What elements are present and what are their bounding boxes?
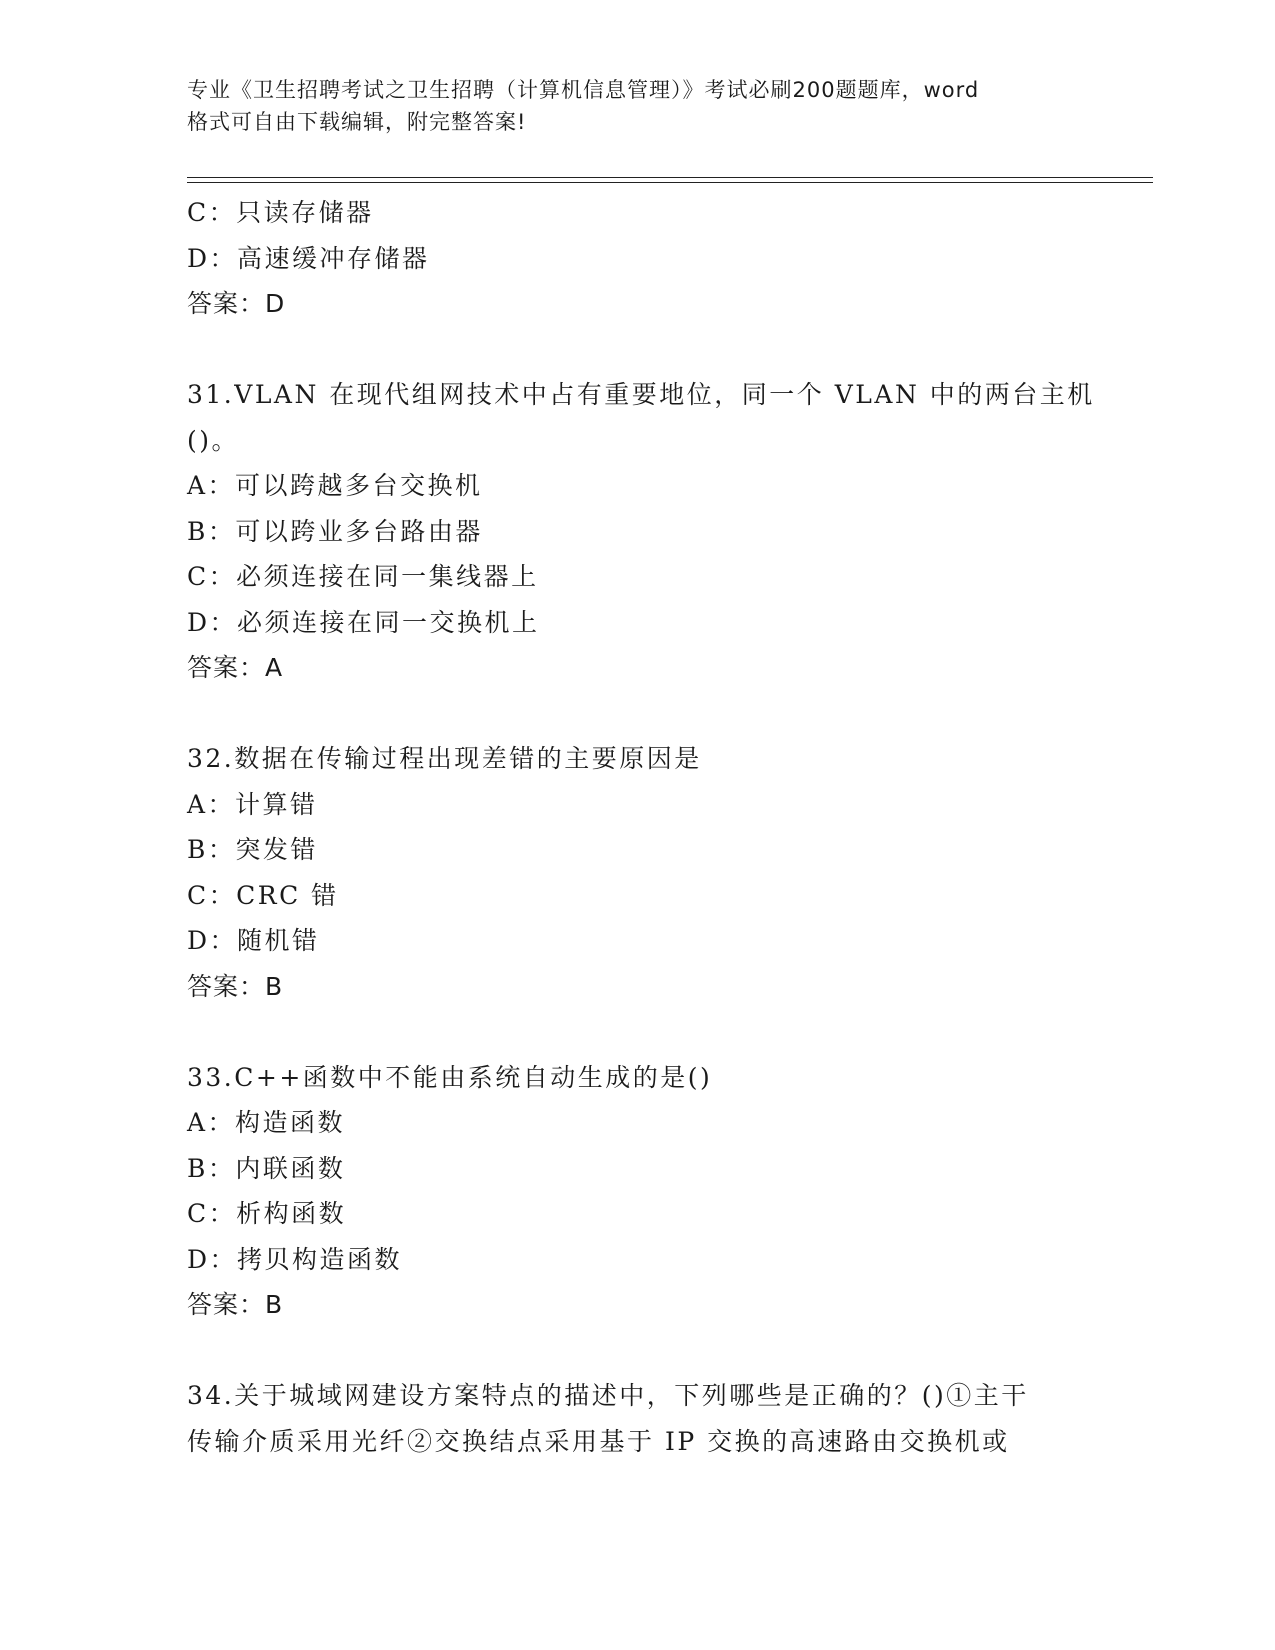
option-d: D：随机错 bbox=[187, 926, 320, 955]
question-32 bbox=[187, 736, 1087, 1009]
answer: 答案：D bbox=[187, 289, 286, 318]
previous-question-tail bbox=[187, 190, 1087, 327]
option-d: D：必须连接在同一交换机上 bbox=[187, 607, 540, 637]
option-b: B：突发错 bbox=[187, 835, 318, 864]
spacer bbox=[187, 691, 1087, 737]
option-b: B：可以跨业多台路由器 bbox=[187, 516, 483, 546]
option-d: D：高速缓冲存储器 bbox=[187, 243, 430, 273]
option-a: A：可以跨越多台交换机 bbox=[187, 471, 483, 500]
question-33 bbox=[187, 1055, 1087, 1328]
option-c: C：CRC 错 bbox=[187, 880, 339, 910]
header-line-1: 专业《卫生招聘考试之卫生招聘（计算机信息管理）》考试必刷200题题库，word bbox=[187, 78, 980, 102]
answer: 答案：A bbox=[187, 653, 284, 682]
header-divider-top bbox=[187, 177, 1153, 178]
question-stem-continued: ()。 bbox=[187, 425, 240, 455]
option-a: A：计算错 bbox=[187, 789, 318, 819]
question-stem: 31.VLAN 在现代组网技术中占有重要地位，同一个 VLAN 中的两台主机 bbox=[187, 380, 1095, 409]
answer: 答案：B bbox=[187, 1290, 284, 1319]
answer: 答案：B bbox=[187, 971, 284, 1001]
question-list bbox=[187, 190, 1095, 1464]
option-d: D：拷贝构造函数 bbox=[187, 1244, 403, 1274]
spacer bbox=[187, 1328, 1087, 1374]
question-stem: 32.数据在传输过程出现差错的主要原因是 bbox=[187, 744, 702, 773]
header-divider-bottom bbox=[187, 182, 1153, 183]
question-stem-continued: 传输介质采用光纤②交换结点采用基于 IP 交换的高速路由交换机或 bbox=[187, 1426, 1010, 1456]
option-b: B：内联函数 bbox=[187, 1153, 346, 1183]
option-c: C：必须连接在同一集线器上 bbox=[187, 562, 539, 591]
spacer bbox=[187, 327, 1087, 373]
question-stem: 34.关于城域网建设方案特点的描述中，下列哪些是正确的？()①主干 bbox=[187, 1381, 1029, 1410]
option-a: A：构造函数 bbox=[187, 1108, 346, 1137]
header-line-2: 格式可自由下载编辑，附完整答案! bbox=[187, 110, 527, 134]
option-c: C：只读存储器 bbox=[187, 198, 374, 227]
question-stem: 33.C++函数中不能由系统自动生成的是() bbox=[187, 1062, 713, 1092]
spacer bbox=[187, 1009, 1087, 1055]
document-header bbox=[187, 74, 1087, 138]
question-31 bbox=[187, 372, 1095, 691]
option-c: C：析构函数 bbox=[187, 1199, 347, 1228]
question-34 bbox=[187, 1373, 1087, 1464]
